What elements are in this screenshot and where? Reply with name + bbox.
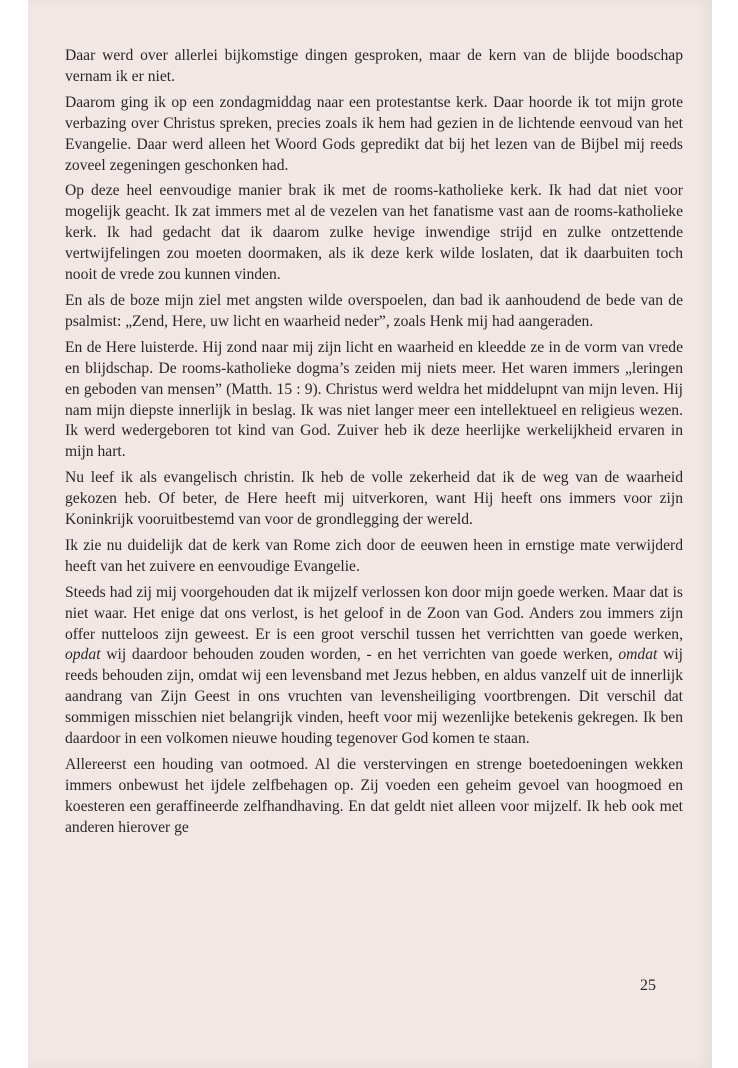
emphasis-opdat: opdat xyxy=(65,646,101,664)
paragraph-8 xyxy=(65,583,683,750)
book-page xyxy=(28,0,712,1068)
paragraph-8-part-b: wij daardoor behouden zouden worden, - en het verrichten van goede werken, xyxy=(100,646,619,664)
paragraph-9: Allereerst een houding van ootmoed. Al die verstervingen en strenge boetedoeningen wekken immers onbewust het ijdele zelfbehagen op. Zij voeden een geheim gevoel van hoogmoed en koesteren een geraffineerde zelfhandhaving. En dat geldt niet alleen voor mijzelf. Ik heb ook met anderen hierover ge xyxy=(65,756,683,836)
paragraph-8-part-c: wij reeds behouden zijn, omdat wij een levensband met Jezus hebben, en aldus vanzelf uit de innerlijk aandrang van Zijn Geest in ons vruchten van levensheiliging voortbrengen. Dit verschil dat sommigen misschien niet belangrijk vinden, heeft voor mij wezenlijke betekenis gekregen. Ik ben daardoor in een volkomen nieuwe houding tegenover God komen te staan. xyxy=(65,646,683,748)
paragraph-6: Nu leef ik als evangelisch christin. Ik heb de volle zekerheid dat ik de weg van de waarheid gekozen heb. Of beter, de Here heeft mij uitverkoren, want Hij heeft ons immers voor zijn Koninkrijk vooruitbestemd van voor de grondlegging der wereld. xyxy=(65,469,683,529)
paragraph-8-part-a: Steeds had zij mij voorgehouden dat ik mijzelf verlossen kon door mijn goede werken. Maar dat is niet waar. Het enige dat ons verlost, is het geloof in de Zoon van God. Anders zou immers zijn offer nutteloos zijn geweest. Er is een groot verschil tussen het verrichtten van goede werken, xyxy=(65,583,683,643)
paragraph-2: Daarom ging ik op een zondagmiddag naar een protestantse kerk. Daar hoorde ik tot mijn grote verbazing over Christus spreken, precies zoals ik hem had gezien in de lichtende eenvoud van het Evangelie. Daar werd alleen het Woord Gods gepredikt dat bij het lezen van de Bijbel mij reeds zoveel zegeningen geschonken had. xyxy=(65,93,683,174)
paragraph-7: Ik zie nu duidelijk dat de kerk van Rome zich door de eeuwen heen in ernstige mate verwijderd heeft van het zuivere en eenvoudige Evangelie. xyxy=(65,536,683,575)
page-number: 25 xyxy=(640,977,656,994)
paragraph-1: Daar werd over allerlei bijkomstige dingen gesproken, maar de kern van de blijde boodschap vernam ik er niet. xyxy=(65,47,683,85)
emphasis-omdat: omdat xyxy=(618,646,658,664)
body-text xyxy=(65,46,683,844)
paragraph-3: Op deze heel eenvoudige manier brak ik met de rooms-katholieke kerk. Ik had dat niet voor mogelijk geacht. Ik zat immers met al de vezelen van het fanatisme vast aan de rooms-katholieke kerk. Ik had gedacht dat ik daarom zulke hevige inwendige strijd en zulke ontzettende vertwijfelingen zou moeten doormaken, als ik deze kerk wilde loslaten, dat ik daarbuiten toch nooit de vrede zou kunnen vinden. xyxy=(65,182,683,284)
paragraph-5: En de Here luisterde. Hij zond naar mij zijn licht en waarheid en kleedde ze in de vorm van vrede en blijdschap. De rooms-katholieke dogma’s zeiden mij niets meer. Het waren immers „leringen en geboden van mensen” (Matth. 15 : 9). Christus werd weldra het middelupnt van mijn leven. Hij nam mijn diepste innerlijk in beslag. Ik was niet langer meer een intellektueel en religieus wezen. Ik werd wedergeboren tot kind van God. Zuiver heb ik deze heerlijke werkelijkheid ervaren in mijn hart. xyxy=(65,338,683,461)
paragraph-4: En als de boze mijn ziel met angsten wilde overspoelen, dan bad ik aanhoudend de bede van de psalmist: „Zend, Here, uw licht en waarheid neder”, zoals Henk mij had aangeraden. xyxy=(65,291,683,330)
